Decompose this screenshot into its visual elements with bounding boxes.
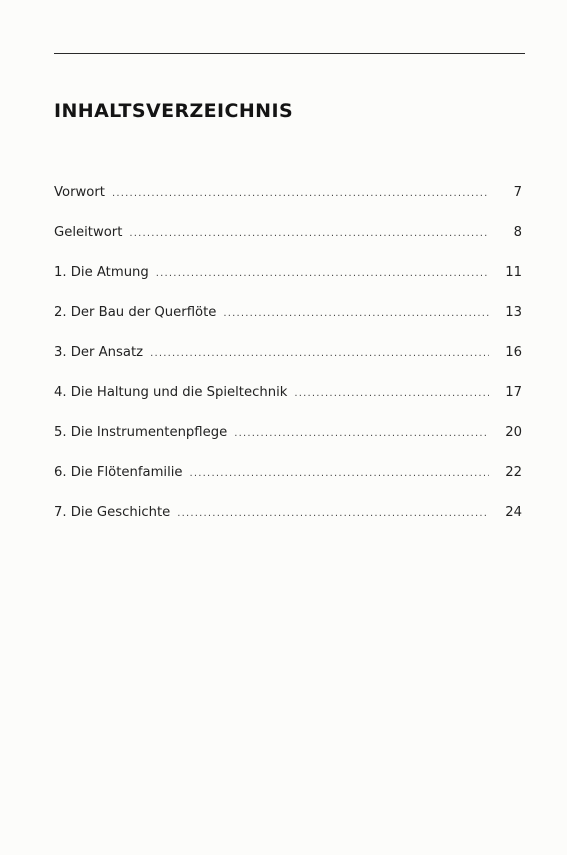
- dot-leader: [234, 424, 489, 444]
- toc-entry-page: 11: [505, 265, 522, 280]
- toc-entry-page: 13: [505, 305, 522, 320]
- toc-entry-label: 6. Die Flötenfamilie: [54, 465, 183, 480]
- toc-entry-floetenfamilie: [54, 463, 522, 483]
- toc-entry-page: 22: [505, 465, 522, 480]
- dot-leader: [150, 344, 489, 364]
- toc-entry-label: Vorwort: [54, 185, 105, 200]
- toc-entry-haltung-spieltechnik: [54, 383, 522, 403]
- dot-leader: [294, 384, 489, 404]
- toc-entry-label: 1. Die Atmung: [54, 265, 149, 280]
- toc-entry-label: 7. Die Geschichte: [54, 505, 171, 520]
- toc-entry-atmung: [54, 263, 522, 283]
- toc-entry-page: 17: [505, 385, 522, 400]
- dot-leader: [177, 504, 489, 524]
- toc-entry-label: 2. Der Bau der Querflöte: [54, 305, 217, 320]
- toc-entry-page: 8: [513, 225, 522, 240]
- toc-entry-bau-der-querfloete: [54, 303, 522, 323]
- toc-entry-instrumentenpflege: [54, 423, 522, 443]
- toc-entry-page: 20: [505, 425, 522, 440]
- dot-leader: [129, 224, 489, 244]
- toc-entry-label: Geleitwort: [54, 225, 123, 240]
- toc-entry-label: 4. Die Haltung und die Spieltechnik: [54, 385, 288, 400]
- dot-leader: [112, 184, 489, 204]
- toc-entry-page: 16: [505, 345, 522, 360]
- toc-entry-label: 5. Die Instrumentenpflege: [54, 425, 228, 440]
- toc-entry-page: 24: [505, 505, 522, 520]
- page-title: INHALTSVERZEICHNIS: [54, 100, 294, 122]
- top-divider: [54, 53, 525, 54]
- toc-entry-vorwort: [54, 183, 522, 203]
- toc-entry-geleitwort: [54, 223, 522, 243]
- dot-leader: [223, 304, 489, 324]
- dot-leader: [190, 464, 489, 484]
- toc-entry-geschichte: [54, 503, 522, 523]
- toc-entry-page: 7: [513, 185, 522, 200]
- toc-entry-ansatz: [54, 343, 522, 363]
- toc-entry-label: 3. Der Ansatz: [54, 345, 144, 360]
- table-of-contents: [54, 183, 522, 543]
- dot-leader: [156, 264, 489, 284]
